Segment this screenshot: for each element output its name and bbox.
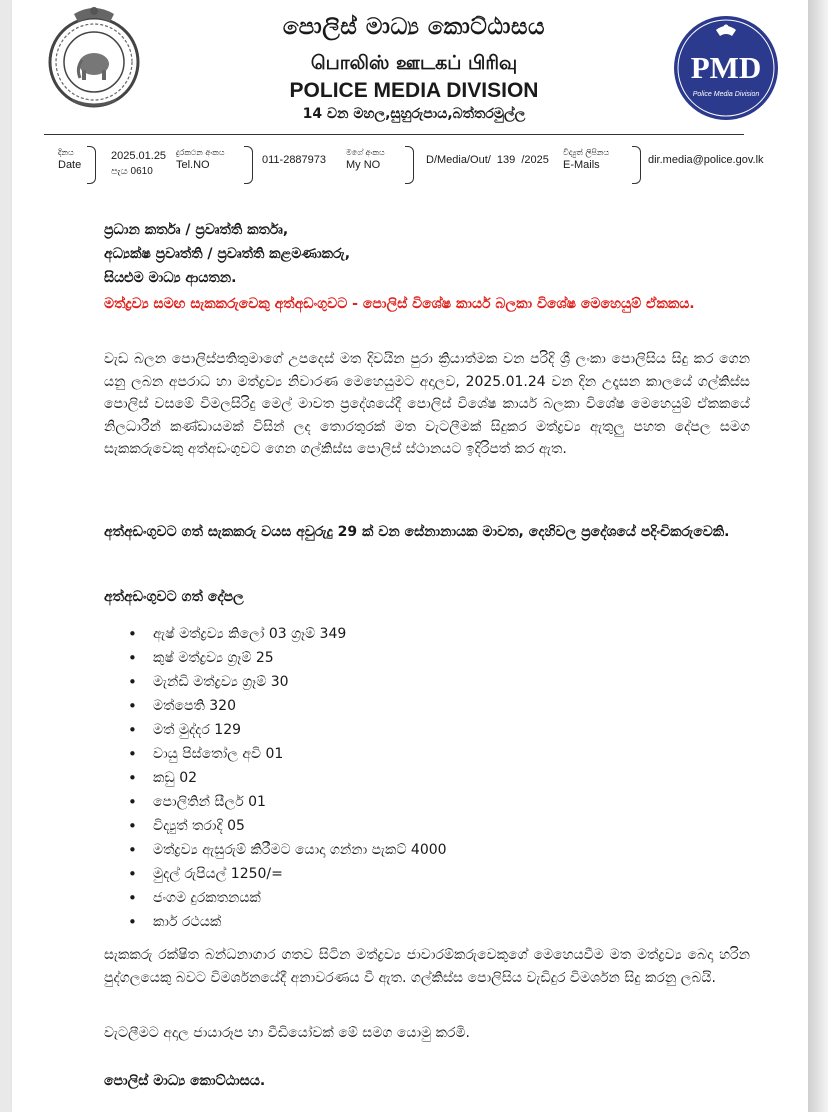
- seized-items-list: [128, 622, 447, 934]
- myno-label: මගේ අංකය My NO: [346, 148, 385, 171]
- email-label: විද්‍යුත් ලිපිනය E-Mails: [563, 148, 610, 171]
- list-item: • කාර් රථයක්: [128, 910, 447, 934]
- email-brace: [632, 146, 641, 184]
- paragraph-main: වැඩ බලන පොලිස්පතිතුමාගේ උපදෙස් මත දිවයින පුරා ක්‍රියාත්මක වන පරිදි ශ්‍රී ලංකා පොලිසිය සිදු කර ගෙන යනු ලබන අපරාධ හා මත්ද්‍රව්‍ය නිවාරණ මෙහෙයුමට අදාලව, 2025.01.24 වන දින උදෑසන කාලයේ ගල්කිස්ස පොලිස් වසමේ විමලසිරිදු මෙල් මාවත ප්‍රදේශයේදී පොලිස් විශේෂ කාර්ය බලකා විශේෂ මෙහෙයුම් ඒකකයේ නිලධාරීන් කණ්ඩායමක් විසින් ලද තොරතුරක් මත වැටලීමක් සිදුකර මත්ද්‍රව්‍ය ඇතුලු පහත දේපල සමග සැකකරුවෙකු අත්අඩංගුවට ගෙන ගල්කිස්ස පොලිස් ස්ථානයට ඉදිරිපත් කර ඇත.: [104, 351, 750, 457]
- list-item: • වායු පිස්තෝල අවි 01: [128, 742, 447, 766]
- addressee-line: ප්‍රධාන කර්තෘ / ප්‍රවෘත්ති කර්තෘ,: [104, 222, 289, 238]
- myno-brace: [405, 146, 414, 184]
- items-heading: අත්අඩංගුවට ගත් දේපල: [104, 589, 244, 605]
- addressee-line: අධ්‍යක්ෂ ප්‍රවෘත්ති / ප්‍රවෘත්ති කළමණාකරු,: [104, 246, 351, 262]
- list-item: • පොලිතින් සීලර් 01: [128, 790, 447, 814]
- time-value: පැය 0610: [111, 166, 153, 177]
- list-item: • මැන්ඩි මත්ද්‍රව්‍ය ග්‍රෑම් 30: [128, 670, 447, 694]
- paragraph-investigation: සැකකරු රක්ෂිත බන්ධනාගාර ගතව සිටින මත්ද්‍රව්‍ය ජාවාරම්කරුවෙකුගේ මෙහෙයවීම මත මත්ද්‍රව්‍ය බෙදා හරින පුද්ගලයෙකු බවට විමර්ශනයේදී අනාවරණය වී ඇත. ගල්කිස්ස පොලිසිය වැඩිදුර විමර්ශන සිදු කරනු ලබයි.: [104, 947, 750, 986]
- list-item: • කුෂ් මත්ද්‍රව්‍ය ග්‍රෑම් 25: [128, 646, 447, 670]
- date-brace: [87, 146, 96, 184]
- date-value: 2025.01.25: [111, 150, 167, 162]
- list-item: • විද්‍යුත් තරාදි 05: [128, 814, 447, 838]
- paragraph-suspect: අත්අඩංගුවට ගත් සැකකරු වයස අවුරුදු 29 ක් වන සේනානායක මාවත, දෙහිවල ප්‍රදේශයේ පදිංචිකරුවෙකි.: [104, 524, 730, 540]
- header-title-english: POLICE MEDIA DIVISION: [289, 79, 539, 102]
- addressee-list: [104, 218, 750, 290]
- subject-line: මත්ද්‍රව්‍ය සමඟ සැකකරුවෙකු අත්අඩංගුවට - පොලිස් විශේෂ කාර්ය බලකා විශේෂ මෙහෙයුම් ඒකකය.: [104, 296, 695, 312]
- header-rule: [44, 134, 744, 135]
- header-title-tamil: பொலிஸ் ஊடகப் பிரிவு: [310, 52, 518, 74]
- tel-label: දුරකථන අංකය Tel.NO: [176, 148, 225, 171]
- list-item: • ජංගම දුරකතනයක්: [128, 886, 447, 910]
- list-item: • කඩු 02: [128, 766, 447, 790]
- list-item: • මත්ද්‍රව්‍ය ඇසුරුම් කිරීමට යොදා ගන්නා පැකට් 4000: [128, 838, 447, 862]
- email-value[interactable]: dir.media@police.gov.lk: [648, 154, 764, 166]
- page-edge: [808, 0, 828, 1112]
- tel-brace: [244, 146, 253, 184]
- signature: පොලිස් මාධ්‍ය කොට්ඨාසය.: [104, 1073, 266, 1089]
- list-item: • මුදල් රුපියල් 1250/=: [128, 862, 447, 886]
- pmd-logo-subtext: Police Media Division: [692, 91, 760, 98]
- date-label: දිනය Date: [58, 148, 82, 171]
- myno-value: D/Media/Out/ 139 /2025: [426, 154, 549, 166]
- list-item: • මත් මුද්දර 129: [128, 718, 447, 742]
- tel-value: 011-2887973: [262, 154, 327, 166]
- list-item: • මත්පෙති 320: [128, 694, 447, 718]
- list-item: • ඇෂ් මත්ද්‍රව්‍ය කිලෝ 03 ග්‍රෑම් 349: [128, 622, 447, 646]
- addressee-line: සියළුම මාධ්‍ය ආයතන.: [104, 270, 237, 286]
- header-title-sinhala: පොලිස් මාධ්‍ය කොට්ඨාසය: [282, 14, 546, 40]
- paragraph-attachments: වැටලීමට අදාල ජායාරූප හා වීඩියෝවක් මේ සමග යොමු කරමි.: [104, 1025, 470, 1041]
- header-address: 14 වන මහල,සුහුරුපාය,බත්තරමුල්ල: [302, 106, 526, 122]
- pmd-logo-text: PMD: [690, 50, 762, 85]
